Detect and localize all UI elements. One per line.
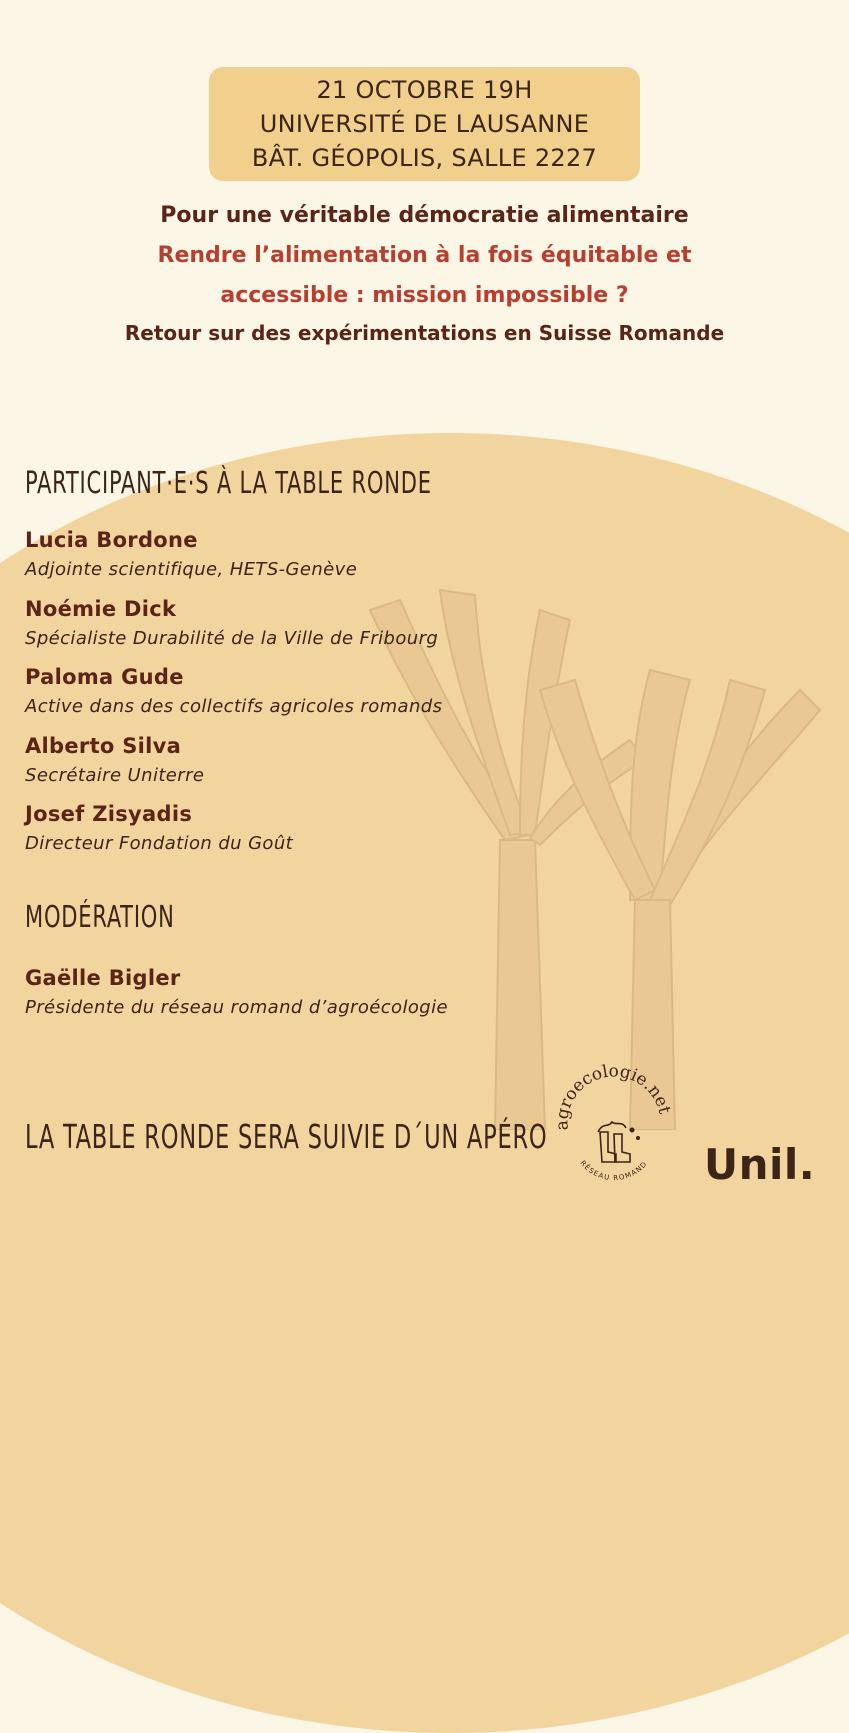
subtitle-line1: Rendre l’alimentation à la fois équitable et bbox=[157, 243, 692, 268]
subtitle-line2: accessible : mission impossible ? bbox=[220, 283, 629, 308]
agro-logo-text: agroecologie.net bbox=[552, 1061, 675, 1131]
participant-item bbox=[25, 800, 442, 869]
participant-role: Active dans des collectifs agricoles romands bbox=[25, 696, 443, 717]
participant-name: Lucia Bordone bbox=[25, 528, 198, 552]
moderator-block bbox=[25, 964, 448, 1024]
participant-role: Adjointe scientifique, HETS-Genève bbox=[25, 559, 358, 580]
main-title: Pour une véritable démocratie alimentaire bbox=[160, 203, 689, 228]
participant-role: Spécialiste Durabilité de la Ville de Fribourg bbox=[25, 627, 439, 649]
participant-name: Alberto Silva bbox=[25, 733, 182, 758]
participant-item bbox=[25, 732, 442, 801]
event-room: BÂT. GÉOPOLIS, SALLE 2227 bbox=[251, 144, 598, 172]
participant-name: Paloma Gude bbox=[25, 665, 184, 689]
participant-role: Directeur Fondation du Goût bbox=[25, 833, 294, 854]
title-block bbox=[0, 196, 849, 350]
participants-list bbox=[25, 526, 442, 869]
event-info-box bbox=[209, 67, 640, 181]
event-date-time: 21 OCTOBRE 19H bbox=[316, 76, 533, 104]
event-venue: UNIVERSITÉ DE LAUSANNE bbox=[259, 110, 590, 138]
participant-role: Secrétaire Uniterre bbox=[25, 764, 205, 786]
participant-item bbox=[25, 663, 442, 732]
participant-item bbox=[25, 595, 442, 664]
moderator-role: Présidente du réseau romand d’agroécologie bbox=[25, 997, 448, 1018]
participant-name: Josef Zisyadis bbox=[25, 802, 193, 826]
svg-text:agroecologie.net bbox=[552, 1061, 674, 1130]
participant-name: Noémie Dick bbox=[25, 596, 177, 621]
apero-announcement: LA TABLE RONDE SERA SUIVIE D´UN APÉRO bbox=[25, 1117, 548, 1156]
moderation-heading: MODÉRATION bbox=[25, 900, 175, 935]
agro-logo-sub: RÉSEAU ROMAND bbox=[578, 1159, 649, 1183]
participant-item bbox=[25, 526, 442, 595]
unil-logo: Unil. bbox=[704, 1140, 816, 1189]
tagline: Retour sur des expérimentations en Suisse Romande bbox=[124, 321, 725, 345]
agroecologie-logo-icon bbox=[548, 1060, 678, 1190]
moderator-name: Gaëlle Bigler bbox=[25, 966, 181, 990]
participants-heading: PARTICIPANT·E·S À LA TABLE RONDE bbox=[25, 466, 432, 501]
